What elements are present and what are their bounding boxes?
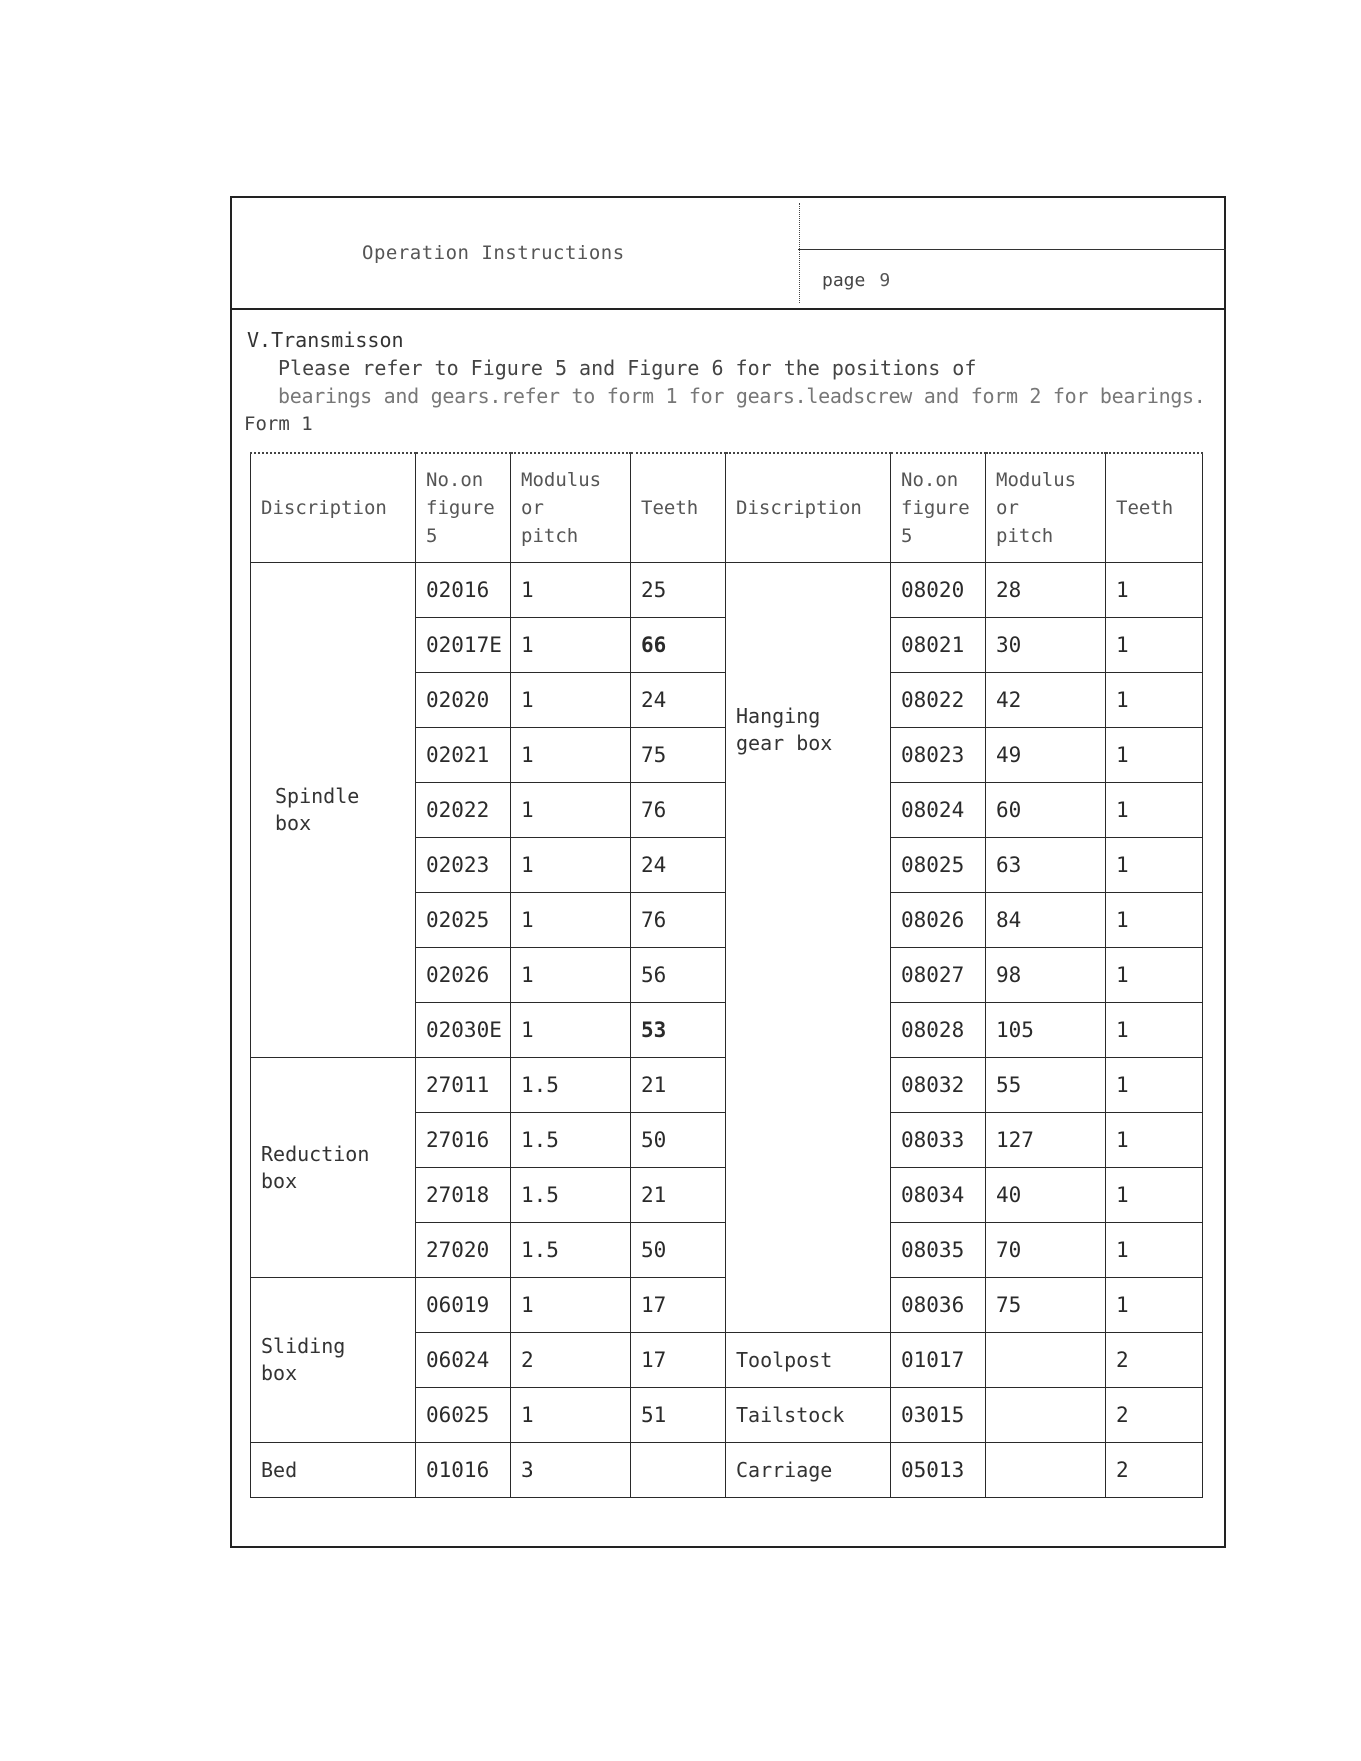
group-hanging-gear-box: Hanging gear box: [726, 563, 891, 1333]
cell-teeth: 50: [631, 1113, 726, 1168]
group-toolpost: Toolpost: [726, 1333, 891, 1388]
cell-modulus: 1: [511, 893, 631, 948]
group-carriage: Carriage: [726, 1443, 891, 1498]
cell-no: 08024: [891, 783, 986, 838]
cell-modulus: 1: [511, 618, 631, 673]
cell-teeth: 1: [1106, 1113, 1203, 1168]
page-label: page: [822, 270, 866, 291]
cell-teeth: 56: [631, 948, 726, 1003]
intro-line-2: bearings and gears.refer to form 1 for gears.leadscrew and form 2 for bearings.: [278, 384, 1206, 408]
cell-modulus: 42: [986, 673, 1106, 728]
cell-modulus: 49: [986, 728, 1106, 783]
cell-no: 08023: [891, 728, 986, 783]
cell-no: 27020: [416, 1223, 511, 1278]
cell-teeth: 76: [631, 893, 726, 948]
cell-no: 01016: [416, 1443, 511, 1498]
cell-no: 05013: [891, 1443, 986, 1498]
cell-no: 06024: [416, 1333, 511, 1388]
cell-no: 02026: [416, 948, 511, 1003]
cell-no: 08026: [891, 893, 986, 948]
cell-teeth: 1: [1106, 1278, 1203, 1333]
cell-teeth: 21: [631, 1168, 726, 1223]
cell-no: 27018: [416, 1168, 511, 1223]
cell-teeth: 1: [1106, 728, 1203, 783]
header-divider: [230, 308, 1226, 310]
header-no-on-figure-right: No.on figure 5: [891, 453, 986, 563]
cell-teeth: 17: [631, 1333, 726, 1388]
cell-no: 27016: [416, 1113, 511, 1168]
cell-no: 08034: [891, 1168, 986, 1223]
cell-teeth: 1: [1106, 1058, 1203, 1113]
cell-no: 03015: [891, 1388, 986, 1443]
cell-modulus: 1: [511, 563, 631, 618]
table-header-row: [251, 453, 1203, 563]
cell-teeth: 25: [631, 563, 726, 618]
cell-modulus: 127: [986, 1113, 1106, 1168]
cell-teeth: 1: [1106, 673, 1203, 728]
cell-teeth: 17: [631, 1278, 726, 1333]
cell-teeth: 24: [631, 838, 726, 893]
cell-teeth: 1: [1106, 618, 1203, 673]
cell-modulus: 1: [511, 1278, 631, 1333]
cell-modulus: 1: [511, 1003, 631, 1058]
cell-teeth: 24: [631, 673, 726, 728]
group-tailstock: Tailstock: [726, 1388, 891, 1443]
cell-modulus: 1: [511, 673, 631, 728]
cell-modulus: [986, 1443, 1106, 1498]
cell-no: 02030E: [416, 1003, 511, 1058]
page-number: 9: [879, 270, 891, 291]
cell-modulus: 30: [986, 618, 1106, 673]
cell-no: 08022: [891, 673, 986, 728]
header-modulus-right: Modulus or pitch: [986, 453, 1106, 563]
cell-teeth: 2: [1106, 1388, 1203, 1443]
cell-teeth: 51: [631, 1388, 726, 1443]
cell-teeth: 76: [631, 783, 726, 838]
cell-modulus: 84: [986, 893, 1106, 948]
page-indicator: [822, 270, 890, 291]
cell-modulus: 40: [986, 1168, 1106, 1223]
cell-no: 08027: [891, 948, 986, 1003]
cell-modulus: 1.5: [511, 1113, 631, 1168]
cell-modulus: 2: [511, 1333, 631, 1388]
group-bed: Bed: [251, 1443, 416, 1498]
document-title: Operation Instructions: [362, 242, 625, 264]
cell-modulus: 28: [986, 563, 1106, 618]
cell-no: 08028: [891, 1003, 986, 1058]
cell-no: 08035: [891, 1223, 986, 1278]
cell-modulus: 1: [511, 728, 631, 783]
cell-no: 02017E: [416, 618, 511, 673]
table-row: [251, 563, 1203, 618]
group-spindle-box: Spindle box: [251, 563, 416, 1058]
form-label: Form 1: [244, 413, 313, 435]
header-no-on-figure-left: No.on figure 5: [416, 453, 511, 563]
header-teeth-left: Teeth: [631, 453, 726, 563]
cell-no: 02023: [416, 838, 511, 893]
cell-modulus: 1: [511, 948, 631, 1003]
cell-teeth: 1: [1106, 893, 1203, 948]
cell-modulus: 1.5: [511, 1223, 631, 1278]
cell-no: 02022: [416, 783, 511, 838]
cell-teeth: 1: [1106, 1168, 1203, 1223]
cell-teeth: 1: [1106, 838, 1203, 893]
cell-teeth: 53: [631, 1003, 726, 1058]
section-title: V.Transmisson: [247, 328, 404, 352]
cell-no: 01017: [891, 1333, 986, 1388]
cell-teeth: 1: [1106, 563, 1203, 618]
group-sliding-box: Sliding box: [251, 1278, 416, 1443]
cell-modulus: 63: [986, 838, 1106, 893]
cell-no: 08021: [891, 618, 986, 673]
cell-modulus: 75: [986, 1278, 1106, 1333]
cell-modulus: 1: [511, 838, 631, 893]
gears-table: [250, 452, 1203, 1498]
cell-modulus: [986, 1333, 1106, 1388]
cell-teeth: 66: [631, 618, 726, 673]
cell-no: 02020: [416, 673, 511, 728]
cell-modulus: 3: [511, 1443, 631, 1498]
intro-line-1: Please refer to Figure 5 and Figure 6 for the positions of: [278, 356, 977, 380]
cell-teeth: 75: [631, 728, 726, 783]
cell-teeth: 1: [1106, 1223, 1203, 1278]
header-column-divider: [799, 203, 800, 303]
cell-teeth: 2: [1106, 1333, 1203, 1388]
cell-no: 02016: [416, 563, 511, 618]
cell-teeth: 1: [1106, 948, 1203, 1003]
cell-modulus: 70: [986, 1223, 1106, 1278]
cell-no: 27011: [416, 1058, 511, 1113]
header-description-left: Discription: [251, 453, 416, 563]
header-rule: [798, 249, 1226, 250]
cell-modulus: 1: [511, 1388, 631, 1443]
cell-teeth: [631, 1443, 726, 1498]
cell-teeth: 1: [1106, 783, 1203, 838]
cell-no: 02021: [416, 728, 511, 783]
cell-no: 08036: [891, 1278, 986, 1333]
cell-teeth: 21: [631, 1058, 726, 1113]
header-modulus-left: Modulus or pitch: [511, 453, 631, 563]
cell-no: 02025: [416, 893, 511, 948]
cell-modulus: 60: [986, 783, 1106, 838]
group-reduction-box: Reduction box: [251, 1058, 416, 1278]
table-row: [251, 1443, 1203, 1498]
header-description-right: Discription: [726, 453, 891, 563]
cell-no: 08020: [891, 563, 986, 618]
cell-no: 08025: [891, 838, 986, 893]
cell-no: 08033: [891, 1113, 986, 1168]
cell-modulus: 98: [986, 948, 1106, 1003]
cell-no: 06025: [416, 1388, 511, 1443]
cell-modulus: [986, 1388, 1106, 1443]
cell-teeth: 2: [1106, 1443, 1203, 1498]
header-teeth-right: Teeth: [1106, 453, 1203, 563]
cell-no: 08032: [891, 1058, 986, 1113]
cell-modulus: 105: [986, 1003, 1106, 1058]
cell-modulus: 1.5: [511, 1058, 631, 1113]
cell-no: 06019: [416, 1278, 511, 1333]
cell-modulus: 1.5: [511, 1168, 631, 1223]
cell-teeth: 1: [1106, 1003, 1203, 1058]
cell-modulus: 55: [986, 1058, 1106, 1113]
cell-teeth: 50: [631, 1223, 726, 1278]
cell-modulus: 1: [511, 783, 631, 838]
